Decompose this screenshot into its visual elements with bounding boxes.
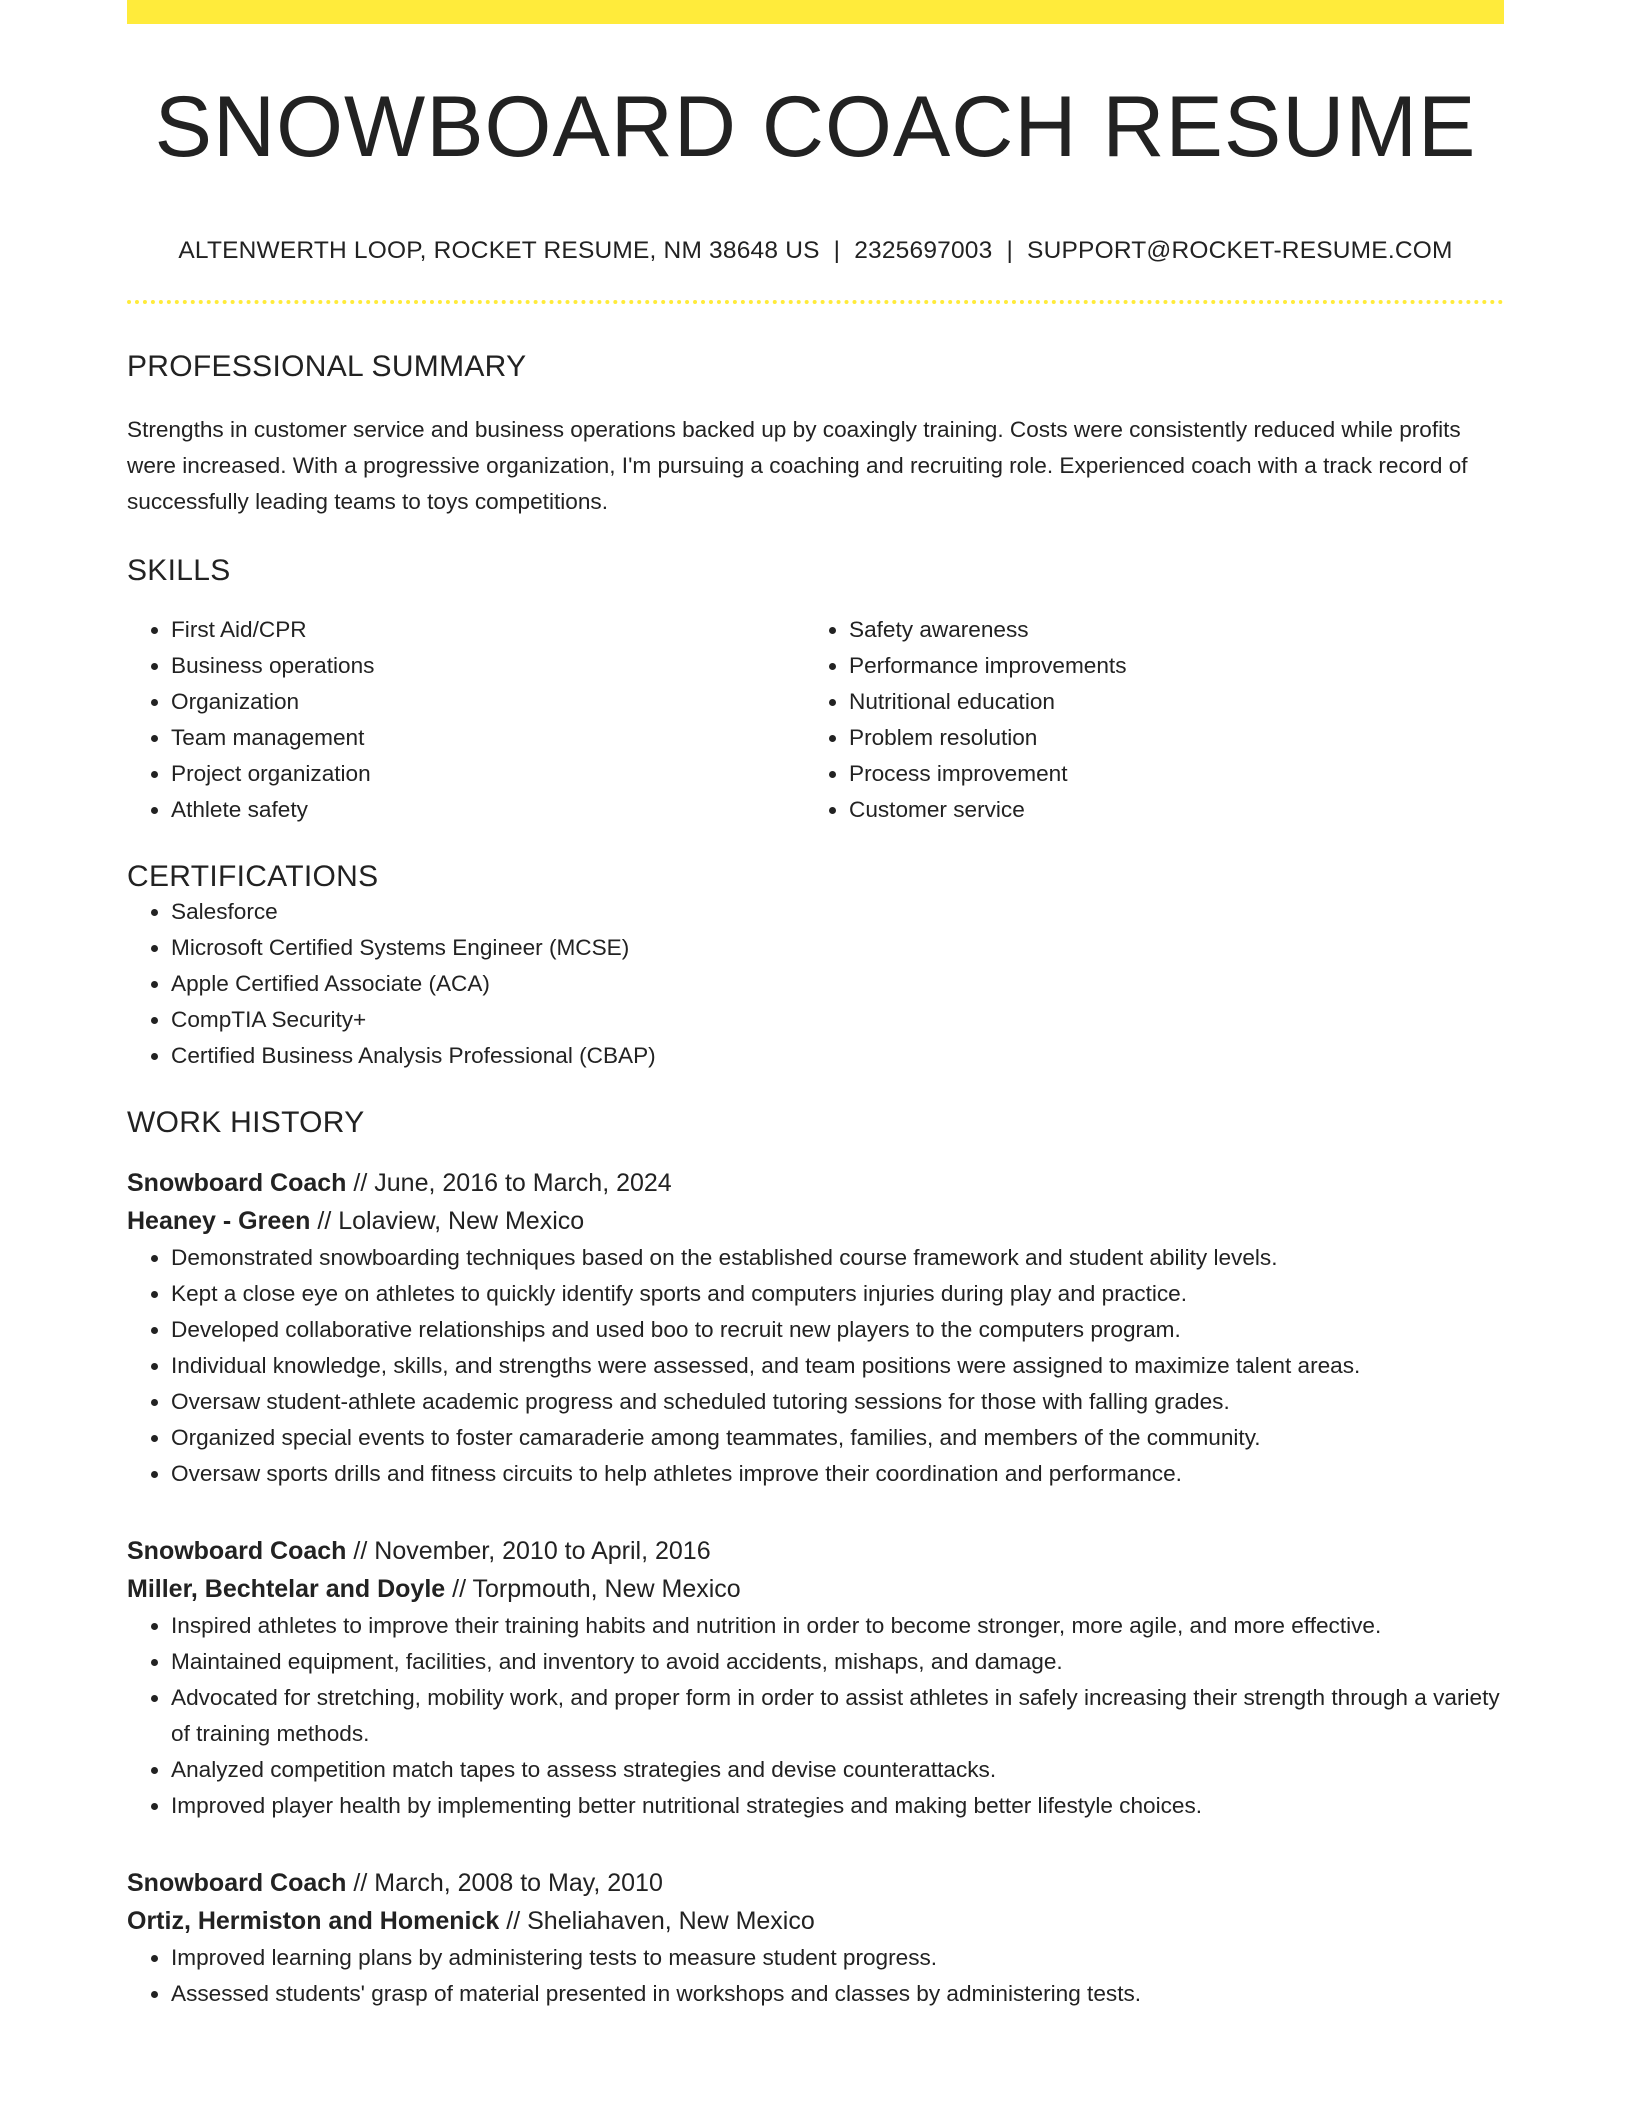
resume-title: SNOWBOARD COACH RESUME <box>154 79 1477 175</box>
certifications-heading: CERTIFICATIONS <box>127 859 379 893</box>
job-title: Snowboard Coach <box>127 1536 347 1565</box>
job-bullet: • Improved player health by implementing better nutritional strategies and making better lifestyle choices. <box>171 1788 1504 1824</box>
skill-item: • Project organization <box>171 756 805 792</box>
skill-item: • Athlete safety <box>171 792 805 828</box>
skill-item: • Business operations <box>171 648 805 684</box>
job-dates: March, 2008 to May, 2010 <box>374 1868 663 1897</box>
skill-item: • Process improvement <box>849 756 1483 792</box>
skill-item: • Nutritional education <box>849 684 1483 720</box>
skill-item: • First Aid/CPR <box>171 612 805 648</box>
job-separator: // <box>506 1906 521 1935</box>
certification-item: • Microsoft Certified Systems Engineer (MCSE) <box>171 930 1504 966</box>
job-location: Sheliahaven, New Mexico <box>527 1906 815 1935</box>
resume-page <box>127 0 1504 2012</box>
job-company: Miller, Bechtelar and Doyle <box>127 1574 446 1603</box>
job-bullets <box>127 1940 1504 2012</box>
job-bullet: • Oversaw student-athlete academic progress and scheduled tutoring sessions for those with falling grades. <box>171 1384 1504 1420</box>
contact-address: ALTENWERTH LOOP, ROCKET RESUME, NM 38648 US <box>178 236 820 264</box>
job-bullet: • Improved learning plans by administering tests to measure student progress. <box>171 1940 1504 1976</box>
contact-line <box>127 237 1504 265</box>
skills-list-left <box>127 612 805 828</box>
summary-text: Strengths in customer service and business operations backed up by coaxingly training. Costs were consistently reduced while profits were increased. With a progressive organization, I'm pursuing a coaching and recruiting role. Experienced coach with a track record of successfully leading teams to toys competitions. <box>127 416 1468 514</box>
job-separator: // <box>353 1536 368 1565</box>
job-dates: June, 2016 to March, 2024 <box>374 1168 672 1197</box>
job-company: Ortiz, Hermiston and Homenick <box>127 1906 500 1935</box>
job-entry <box>127 1864 1504 2012</box>
job-bullet: • Analyzed competition match tapes to assess strategies and devise counterattacks. <box>171 1752 1504 1788</box>
skill-item: • Problem resolution <box>849 720 1483 756</box>
job-title: Snowboard Coach <box>127 1868 347 1897</box>
job-separator: // <box>353 1168 368 1197</box>
job-dates: November, 2010 to April, 2016 <box>374 1536 711 1565</box>
skills-heading: SKILLS <box>127 553 231 587</box>
job-bullet: • Maintained equipment, facilities, and inventory to avoid accidents, mishaps, and damage. <box>171 1644 1504 1680</box>
contact-separator: | <box>1006 236 1014 264</box>
job-bullet: • Kept a close eye on athletes to quickly identify sports and computers injuries during play and practice. <box>171 1276 1504 1312</box>
summary-heading: PROFESSIONAL SUMMARY <box>127 349 527 383</box>
job-entry <box>127 1532 1504 1824</box>
dotted-divider <box>127 300 1504 304</box>
job-bullet: • Advocated for stretching, mobility work, and proper form in order to assist athletes in safely increasing their strength through a variety of training methods. <box>171 1680 1504 1752</box>
job-bullet: • Oversaw sports drills and fitness circuits to help athletes improve their coordination and performance. <box>171 1456 1504 1492</box>
job-bullet: • Organized special events to foster camaraderie among teammates, families, and members of the community. <box>171 1420 1504 1456</box>
job-separator: // <box>353 1868 368 1897</box>
contact-phone: 2325697003 <box>854 236 993 264</box>
skills-grid <box>127 612 1504 828</box>
skill-item: • Safety awareness <box>849 612 1483 648</box>
certifications-list <box>127 894 1504 1074</box>
skill-item: • Customer service <box>849 792 1483 828</box>
job-bullet: • Demonstrated snowboarding techniques based on the established course framework and student ability levels. <box>171 1240 1504 1276</box>
job-title-line <box>127 1864 1504 1902</box>
certification-item: • Certified Business Analysis Professional (CBAP) <box>171 1038 1504 1074</box>
job-bullets <box>127 1608 1504 1824</box>
skill-item: • Performance improvements <box>849 648 1483 684</box>
work-history-heading: WORK HISTORY <box>127 1105 365 1139</box>
job-entry <box>127 1164 1504 1492</box>
contact-email: SUPPORT@ROCKET-RESUME.COM <box>1027 236 1453 264</box>
job-separator: // <box>452 1574 467 1603</box>
job-bullet: • Inspired athletes to improve their training habits and nutrition in order to become stronger, more agile, and more effective. <box>171 1608 1504 1644</box>
top-accent-bar <box>127 0 1504 24</box>
job-location: Torpmouth, New Mexico <box>472 1574 741 1603</box>
job-company-line <box>127 1202 1504 1240</box>
certification-item: • CompTIA Security+ <box>171 1002 1504 1038</box>
certification-item: • Salesforce <box>171 894 1504 930</box>
job-title-line <box>127 1532 1504 1570</box>
skills-list-right <box>805 612 1483 828</box>
job-location: Lolaview, New Mexico <box>338 1206 585 1235</box>
job-bullet: • Individual knowledge, skills, and strengths were assessed, and team positions were assigned to maximize talent areas. <box>171 1348 1504 1384</box>
contact-separator: | <box>833 236 841 264</box>
skill-item: • Organization <box>171 684 805 720</box>
job-title: Snowboard Coach <box>127 1168 347 1197</box>
job-company-line <box>127 1570 1504 1608</box>
job-company: Heaney - Green <box>127 1206 311 1235</box>
job-bullets <box>127 1240 1504 1492</box>
job-title-line <box>127 1164 1504 1202</box>
skill-item: • Team management <box>171 720 805 756</box>
job-separator: // <box>317 1206 332 1235</box>
job-company-line <box>127 1902 1504 1940</box>
job-bullet: • Developed collaborative relationships and used boo to recruit new players to the computers program. <box>171 1312 1504 1348</box>
certification-item: • Apple Certified Associate (ACA) <box>171 966 1504 1002</box>
job-bullet: • Assessed students' grasp of material presented in workshops and classes by administering tests. <box>171 1976 1504 2012</box>
